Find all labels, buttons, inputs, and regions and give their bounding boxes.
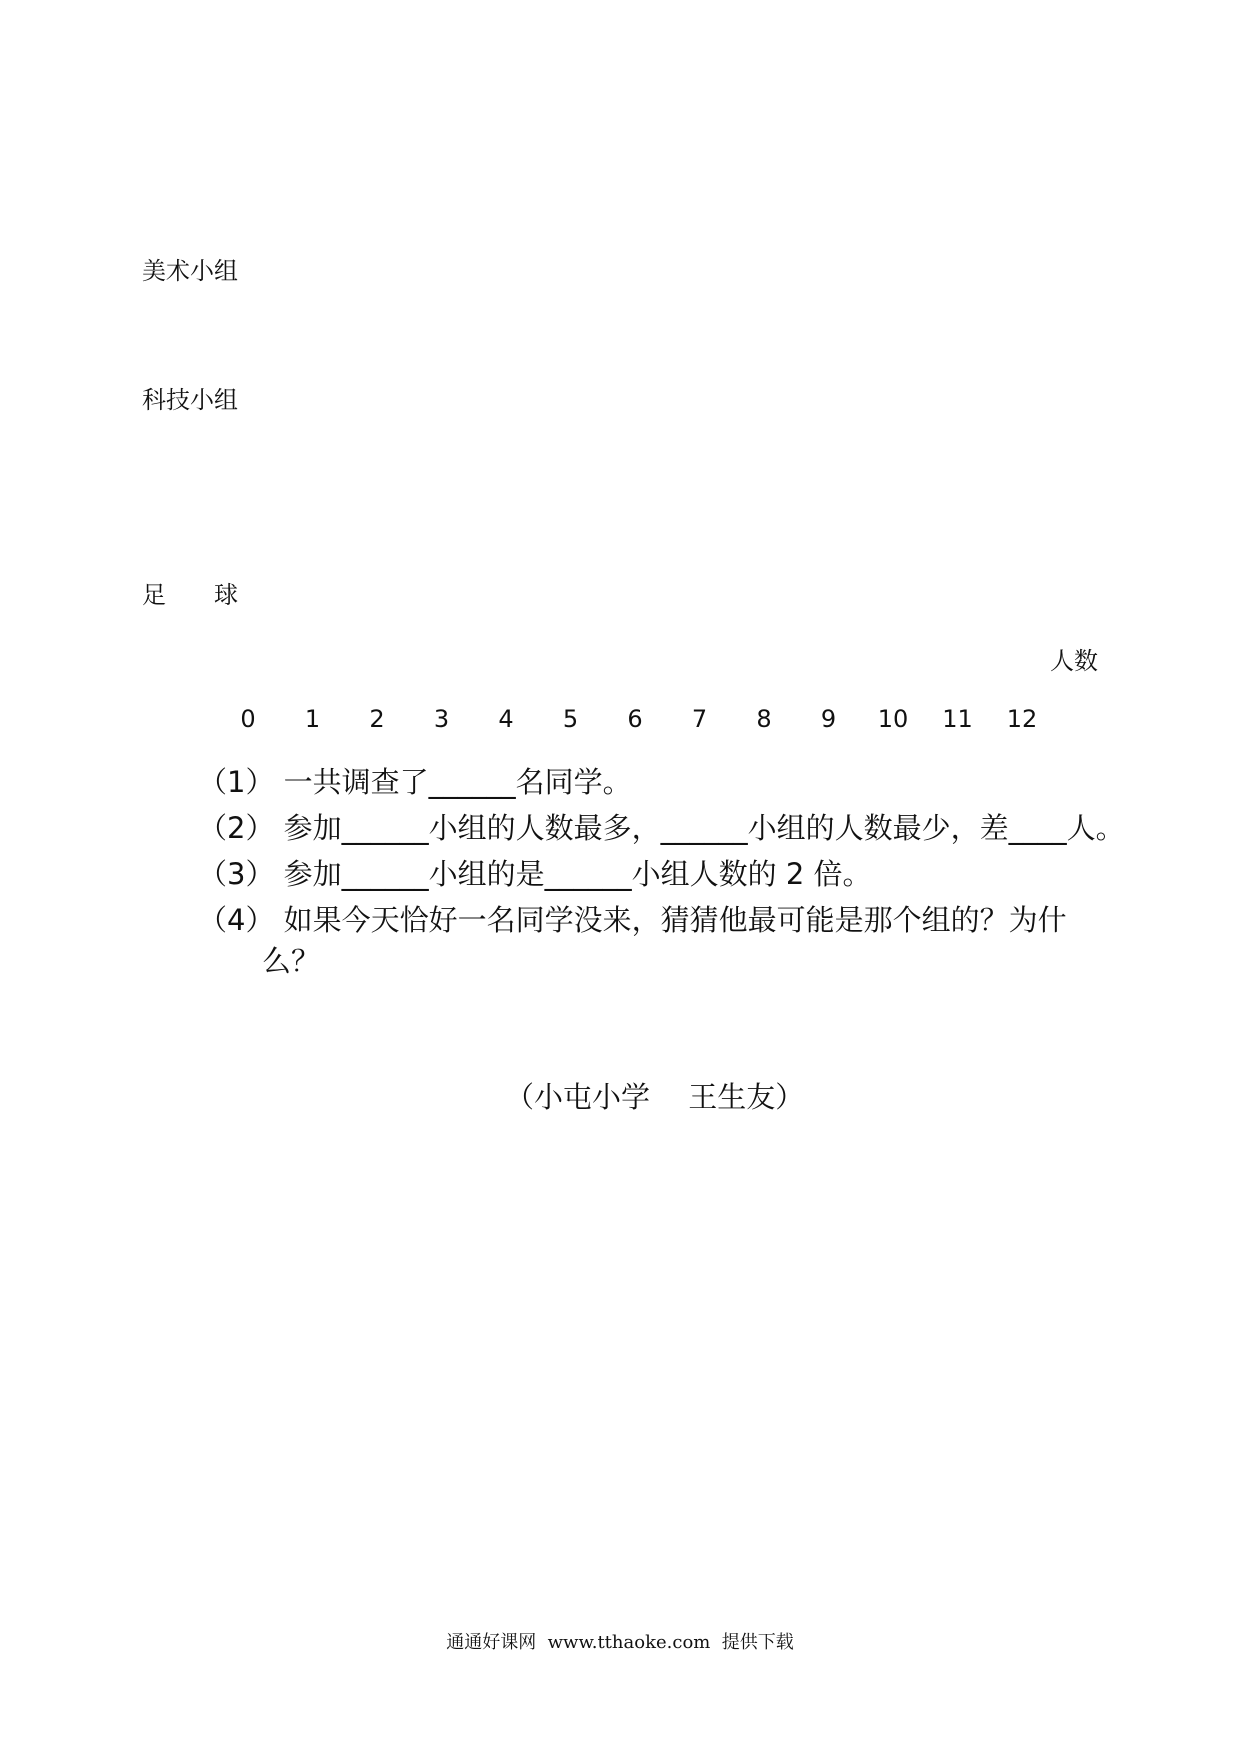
question-1: （1） 一共调查了______名同学。: [198, 765, 632, 799]
x-tick-label: 9: [820, 705, 837, 733]
category-label-tech: 科技小组: [142, 386, 238, 414]
x-tick-label: 8: [756, 705, 772, 733]
category-label-art: 美术小组: [142, 257, 238, 285]
x-tick-label: 0: [240, 705, 256, 733]
x-tick-label: 5: [562, 705, 579, 733]
question-3: （3） 参加______小组的是______小组人数的 2 倍。: [198, 857, 872, 891]
x-tick-label: 4: [498, 705, 514, 733]
x-tick-label: 7: [691, 705, 708, 733]
x-tick-label: 11: [942, 705, 973, 733]
footer-source: 通通好课网 www.tthaoke.com 提供下载: [446, 1632, 794, 1653]
x-tick-label: 6: [627, 705, 643, 733]
x-tick-label: 2: [369, 705, 385, 733]
x-tick-label: 10: [877, 705, 909, 733]
question-4: （4） 如果今天恰好一名同学没来，猜猜他最可能是那个组的？为什: [198, 903, 1067, 937]
x-axis-label: 人数: [1050, 647, 1098, 675]
x-tick-label: 3: [433, 705, 450, 733]
x-tick-label: 12: [1006, 705, 1038, 733]
category-label-football: 足 球: [142, 581, 238, 609]
x-tick-label: 1: [304, 705, 321, 733]
question-2: （2） 参加______小组的人数最多，______小组的人数最少，差____人。: [198, 811, 1125, 845]
author-credit: （小屯小学 王生友）: [505, 1080, 805, 1114]
question-4-continuation: 么？: [262, 944, 321, 978]
